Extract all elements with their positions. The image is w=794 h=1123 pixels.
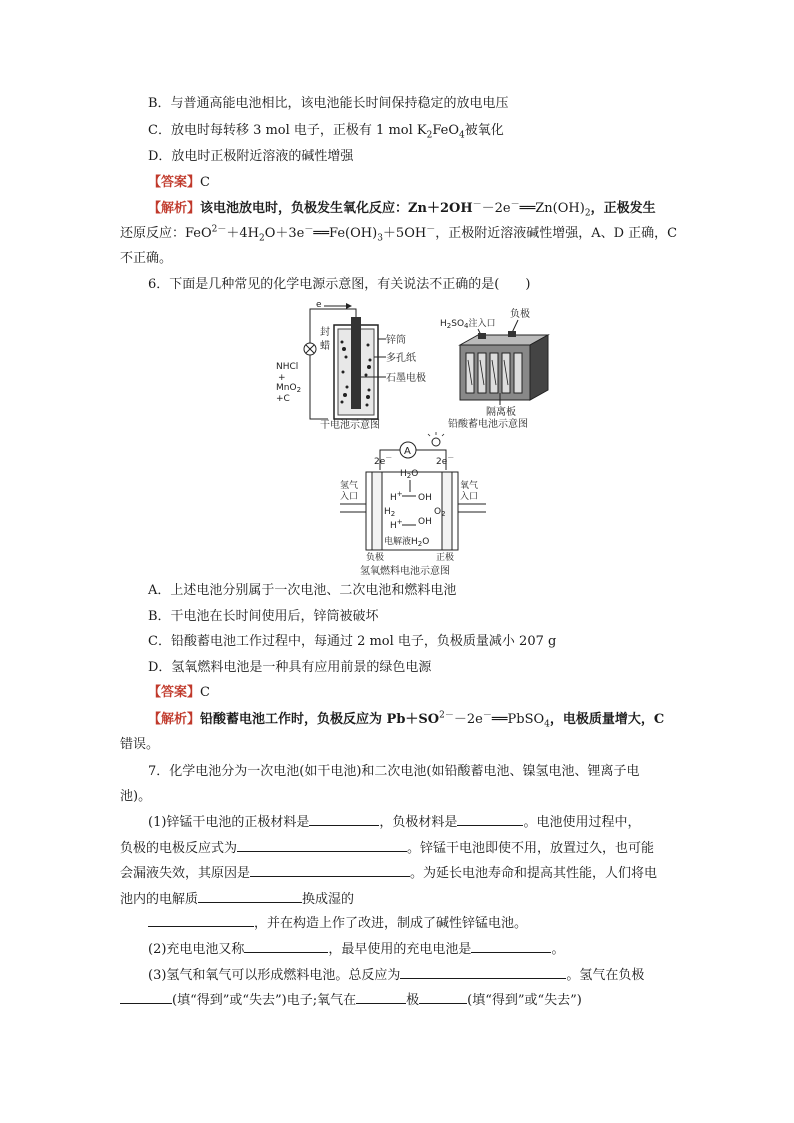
q7-part1-line3: 会漏液失效，其原因是 。为延长电池寿命和提高其性能，人们将电 (120, 866, 658, 881)
q7-stem-line1: 7．化学电池分为一次电池(如干电池)和二次电池(如铅酸蓄电池、镍氢电池、锂离子电 (148, 764, 640, 779)
svg-text:H+: H+ (390, 490, 403, 503)
svg-text:+: + (278, 373, 286, 383)
svg-text:2e－: 2e－ (374, 454, 393, 467)
q6-option-b: B．干电池在长时间使用后，锌筒被破坏 (148, 609, 379, 624)
svg-text:多孔纸: 多孔纸 (386, 353, 416, 364)
svg-text:氢气: 氢气 (340, 481, 359, 491)
answer-blank[interactable] (419, 991, 467, 1004)
q6-analysis-line1: 【解析】铅酸蓄电池工作时，负极反应为 $Pb+SO^{2-}-2e^-══PbSO_4$，电极质量增大，C (148, 710, 665, 730)
answer-blank[interactable] (148, 914, 254, 927)
q5-answer: 【答案】C (148, 175, 210, 190)
q5-analysis-line2: 还原反应：$FeO^{2-}+4H_2O+3e^-══Fe(OH)_3+5OH^-$，正极附近溶液碱性增强，A、D 正确，C (120, 224, 678, 244)
svg-text:干电池示意图: 干电池示意图 (320, 420, 380, 431)
svg-text:NHCl: NHCl (276, 362, 299, 372)
svg-text:氢氧燃料电池示意图: 氢氧燃料电池示意图 (360, 566, 450, 577)
svg-text:OH: OH (418, 493, 432, 503)
lead-acid-figure (438, 305, 558, 430)
answer-blank[interactable] (244, 940, 328, 953)
q5-analysis-line1: 【解析】该电池放电时，负极发生氧化反应：$Zn+2OH^--2e^-══Zn(OH)_2$，正极发生 (148, 199, 656, 219)
fuel-cell-figure (338, 432, 488, 578)
q7-part1-line2: 负极的电极反应式为 。锌锰干电池即使不用，放置过久，也可能 (120, 841, 655, 856)
q6-option-d: D．氢氧燃料电池是一种具有应用前景的绿色电源 (148, 660, 432, 675)
svg-text:蜡: 蜡 (320, 341, 330, 352)
svg-text:H2: $H_2$ (384, 507, 396, 518)
q5-option-b: B．与普通高能电池相比，该电池能长时间保持稳定的放电电压 (148, 96, 509, 111)
q6-option-c: C．铅酸蓄电池工作过程中，每通过 2 mol 电子，负极质量减小 207 g (148, 634, 557, 649)
svg-text:OH: OH (418, 517, 432, 527)
q6-option-a: A．上述电池分别属于一次电池、二次电池和燃料电池 (148, 583, 457, 598)
q6-answer: 【答案】C (148, 685, 210, 700)
answer-blank[interactable] (198, 890, 302, 903)
svg-text:2e－: 2e－ (436, 454, 455, 467)
q6-analysis-line2: 错误。 (120, 737, 160, 752)
answer-blank[interactable] (237, 839, 407, 852)
svg-text:A: A (404, 446, 411, 457)
svg-text:入口: 入口 (460, 492, 479, 502)
q7-stem-line2: 池)。 (120, 789, 152, 804)
svg-text:电解液H2O: 电解液$H_2O$ (384, 537, 430, 548)
svg-text:负极: 负极 (510, 309, 530, 320)
svg-text:氧气: 氧气 (460, 481, 479, 491)
q7-part3-line2: (填“得到”或“失去”)电子;氧气在 极 (填“得到”或“失去”) (120, 991, 582, 1010)
svg-text:+C: +C (276, 394, 290, 404)
svg-text:隔离板: 隔离板 (486, 407, 516, 418)
q7-part3-line1: (3)氢气和氧气可以形成燃料电池。总反应为 。氢气在负极 (148, 968, 645, 983)
svg-text:O2: $O_2$ (434, 507, 446, 518)
svg-text:H2SO4注入口: $H_2SO_4$注入口 (440, 319, 496, 330)
answer-blank[interactable] (471, 940, 551, 953)
svg-text:铅酸蓄电池示意图: 铅酸蓄电池示意图 (448, 419, 528, 430)
svg-text:锌筒: 锌筒 (386, 335, 406, 346)
svg-text:MnO2: MnO$_2$ (276, 383, 302, 394)
answer-blank[interactable] (400, 966, 566, 979)
svg-text:石墨电极: 石墨电极 (386, 373, 426, 384)
q7-part1-line5: ，并在构造上作了改进，制成了碱性锌锰电池。 (148, 914, 527, 933)
answer-blank[interactable] (309, 813, 379, 826)
q6-stem: 6．下面是几种常见的化学电源示意图，有关说法不正确的是( ) (148, 277, 531, 292)
svg-text:封: 封 (320, 327, 330, 338)
q7-part1-line1: (1)锌锰干电池的正极材料是 ，负极材料是 。电池使用过程中， (148, 815, 641, 830)
electron-label: e (316, 300, 322, 310)
svg-text:H2O: $H_2O$ (400, 469, 419, 480)
q7-part2: (2)充电电池又称 ，最早使用的充电电池是 。 (148, 942, 565, 957)
answer-blank[interactable] (457, 813, 523, 826)
svg-text:负极: 负极 (366, 553, 385, 563)
answer-blank[interactable] (120, 991, 172, 1004)
q5-analysis-line3: 不正确。 (120, 251, 173, 266)
answer-blank[interactable] (250, 864, 410, 877)
q5-option-d: D．放电时正极附近溶液的碱性增强 (148, 149, 354, 164)
answer-blank[interactable] (356, 991, 406, 1004)
svg-text:正极: 正极 (436, 553, 455, 563)
svg-text:H+: H+ (390, 518, 403, 531)
q5-option-c: C．放电时每转移 3 mol 电子，正极有 1 mol $K_2FeO_4$被氧化 (148, 123, 504, 141)
dry-cell-figure (276, 297, 436, 432)
svg-text:入口: 入口 (340, 492, 359, 502)
q7-part1-line4: 池内的电解质 换成湿的 (120, 892, 355, 907)
